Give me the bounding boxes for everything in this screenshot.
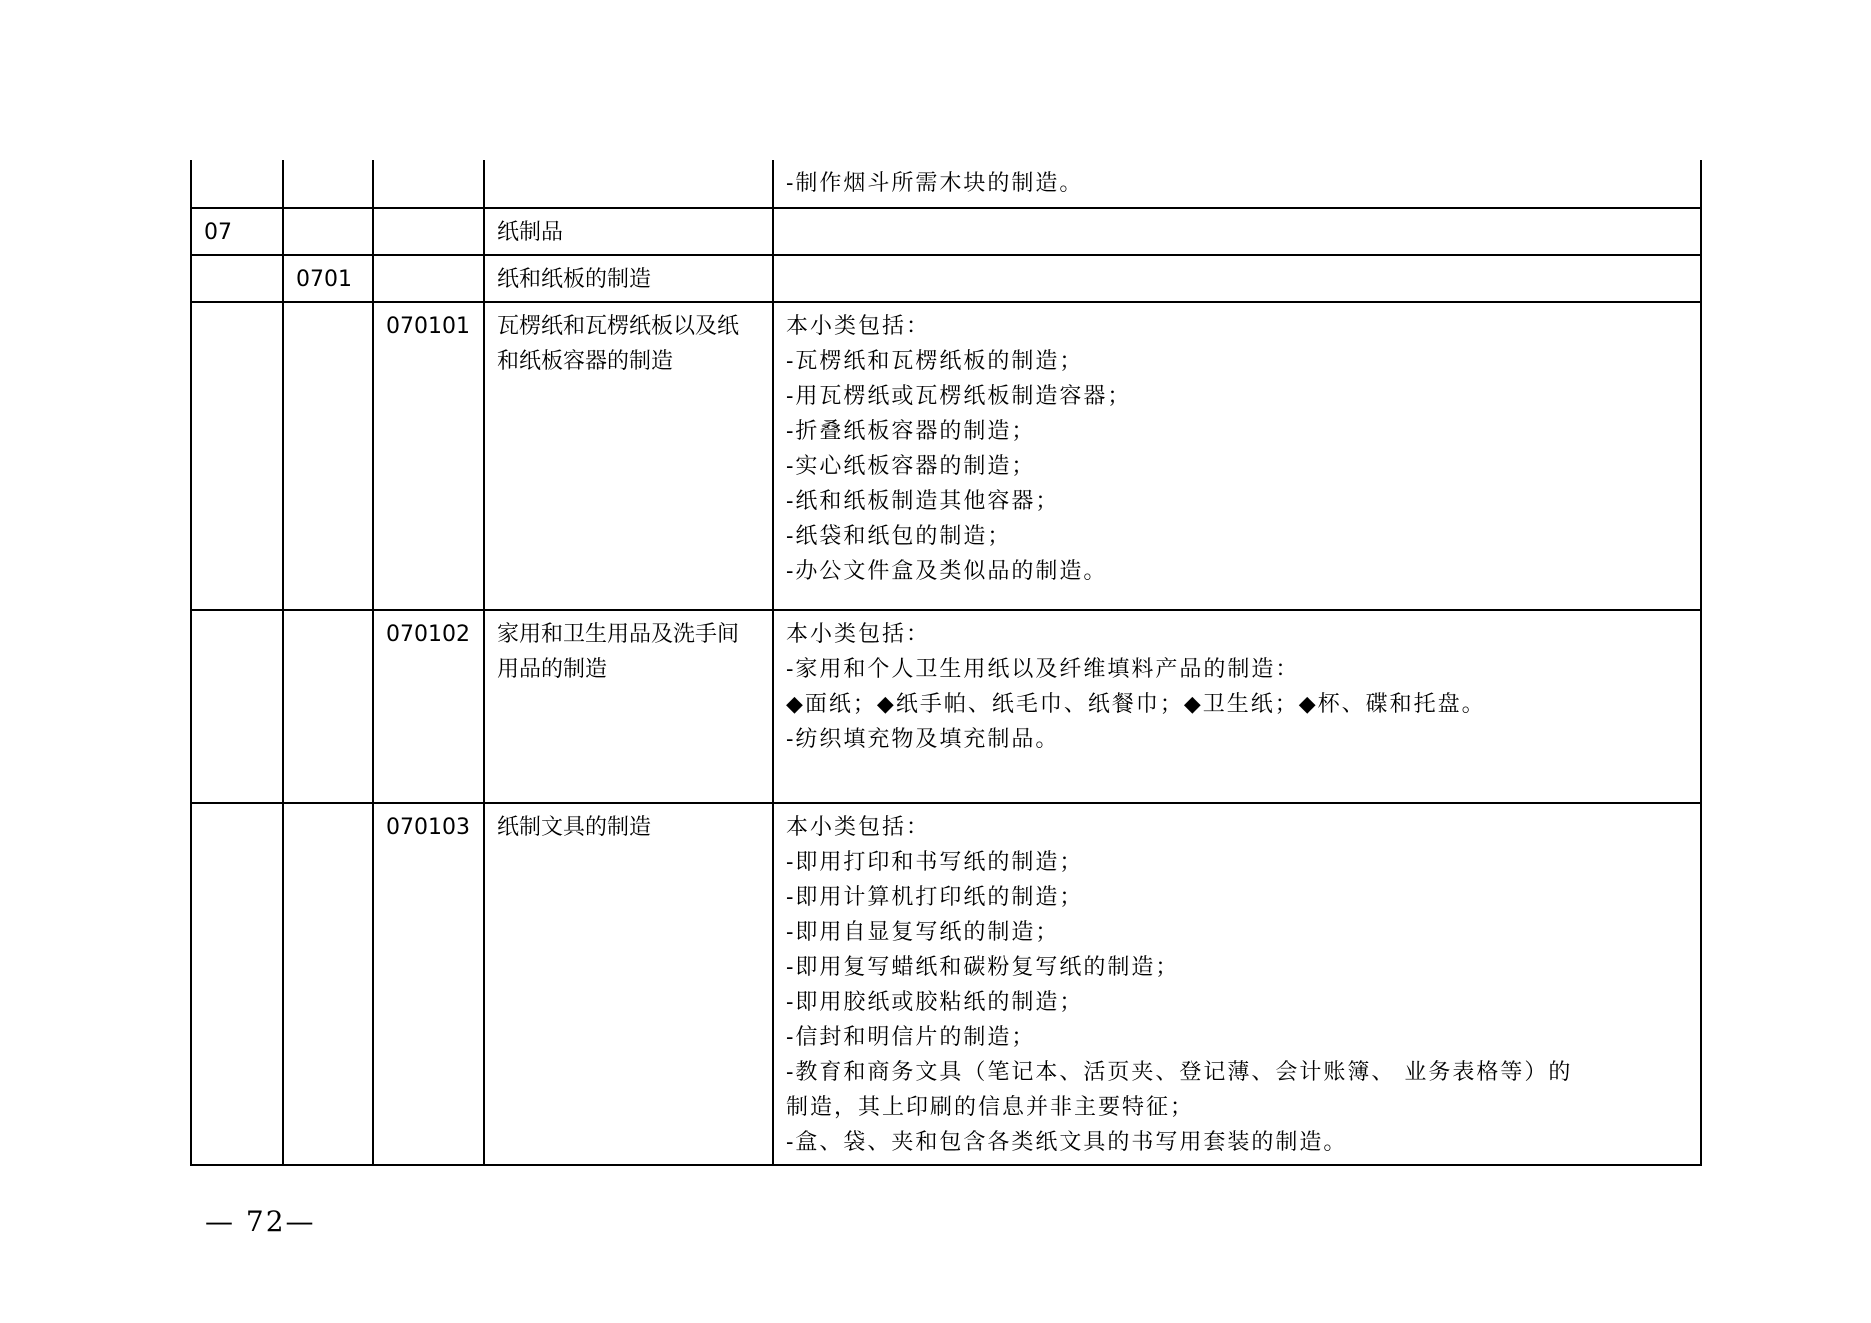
- description-line: -实心纸板容器的制造；: [786, 454, 1036, 479]
- level2-code: 0701: [283, 255, 373, 302]
- description-line: -即用自显复写纸的制造；: [786, 920, 1060, 945]
- level2-code: [283, 302, 373, 610]
- description-line: -办公文件盒及类似品的制造。: [786, 559, 1108, 584]
- table-row: [191, 208, 1701, 255]
- level1-code: 07: [191, 208, 283, 255]
- description-line: -折叠纸板容器的制造；: [786, 419, 1036, 444]
- level3-code: [373, 160, 484, 208]
- description-line: 本小类包括：: [786, 622, 931, 647]
- table-row: [191, 255, 1701, 302]
- table-row: [191, 610, 1701, 803]
- description-line: -即用复写蜡纸和碳粉复写纸的制造；: [786, 955, 1180, 980]
- category-description: [773, 610, 1701, 803]
- description-line: -瓦楞纸和瓦楞纸板的制造；: [786, 349, 1084, 374]
- category-name: [484, 160, 773, 208]
- level2-code: [283, 208, 373, 255]
- description-line: -制作烟斗所需木块的制造。: [786, 171, 1084, 196]
- category-name: 纸制品: [484, 208, 773, 255]
- table-row: [191, 803, 1701, 1165]
- category-description: [773, 302, 1701, 610]
- level1-code: [191, 610, 283, 803]
- category-name: 纸制文具的制造: [484, 803, 773, 1165]
- description-line: 本小类包括：: [786, 314, 931, 339]
- level3-code: 070103: [373, 803, 484, 1165]
- classification-table: [190, 160, 1702, 1166]
- description-line: -用瓦楞纸或瓦楞纸板制造容器；: [786, 384, 1132, 409]
- level1-code: [191, 803, 283, 1165]
- description-line: ◆面纸；◆纸手帕、纸毛巾、纸餐巾；◆卫生纸；◆杯、碟和托盘。: [786, 692, 1486, 717]
- description-line: -即用胶纸或胶粘纸的制造；: [786, 990, 1084, 1015]
- description-line: -教育和商务文具（笔记本、活页夹、登记薄、会计账簿、 业务表格等）的: [786, 1060, 1573, 1085]
- description-line: 本小类包括：: [786, 815, 931, 840]
- level3-code: 070101: [373, 302, 484, 610]
- category-name: 家用和卫生用品及洗手间用品的制造: [484, 610, 773, 803]
- category-description: [773, 160, 1701, 208]
- page-number: — 72—: [205, 1205, 316, 1238]
- description-line: -纺织填充物及填充制品。: [786, 727, 1060, 752]
- category-description: [773, 803, 1701, 1165]
- level3-code: [373, 255, 484, 302]
- description-line: -纸袋和纸包的制造；: [786, 524, 1012, 549]
- description-line: -家用和个人卫生用纸以及纤维填料产品的制造：: [786, 657, 1300, 682]
- table-row: [191, 160, 1701, 208]
- description-line: -纸和纸板制造其他容器；: [786, 489, 1060, 514]
- table-row: [191, 302, 1701, 610]
- category-name: 纸和纸板的制造: [484, 255, 773, 302]
- category-name: 瓦楞纸和瓦楞纸板以及纸和纸板容器的制造: [484, 302, 773, 610]
- level3-code: [373, 208, 484, 255]
- category-description: [773, 208, 1701, 255]
- description-line: -盒、袋、夹和包含各类纸文具的书写用套装的制造。: [786, 1130, 1348, 1155]
- description-line: -信封和明信片的制造；: [786, 1025, 1036, 1050]
- level1-code: [191, 255, 283, 302]
- level1-code: [191, 302, 283, 610]
- level1-code: [191, 160, 283, 208]
- description-line: 制造，其上印刷的信息并非主要特征；: [786, 1095, 1195, 1120]
- category-description: [773, 255, 1701, 302]
- description-line: -即用计算机打印纸的制造；: [786, 885, 1084, 910]
- level2-code: [283, 610, 373, 803]
- level3-code: 070102: [373, 610, 484, 803]
- description-line: -即用打印和书写纸的制造；: [786, 850, 1084, 875]
- level2-code: [283, 160, 373, 208]
- level2-code: [283, 803, 373, 1165]
